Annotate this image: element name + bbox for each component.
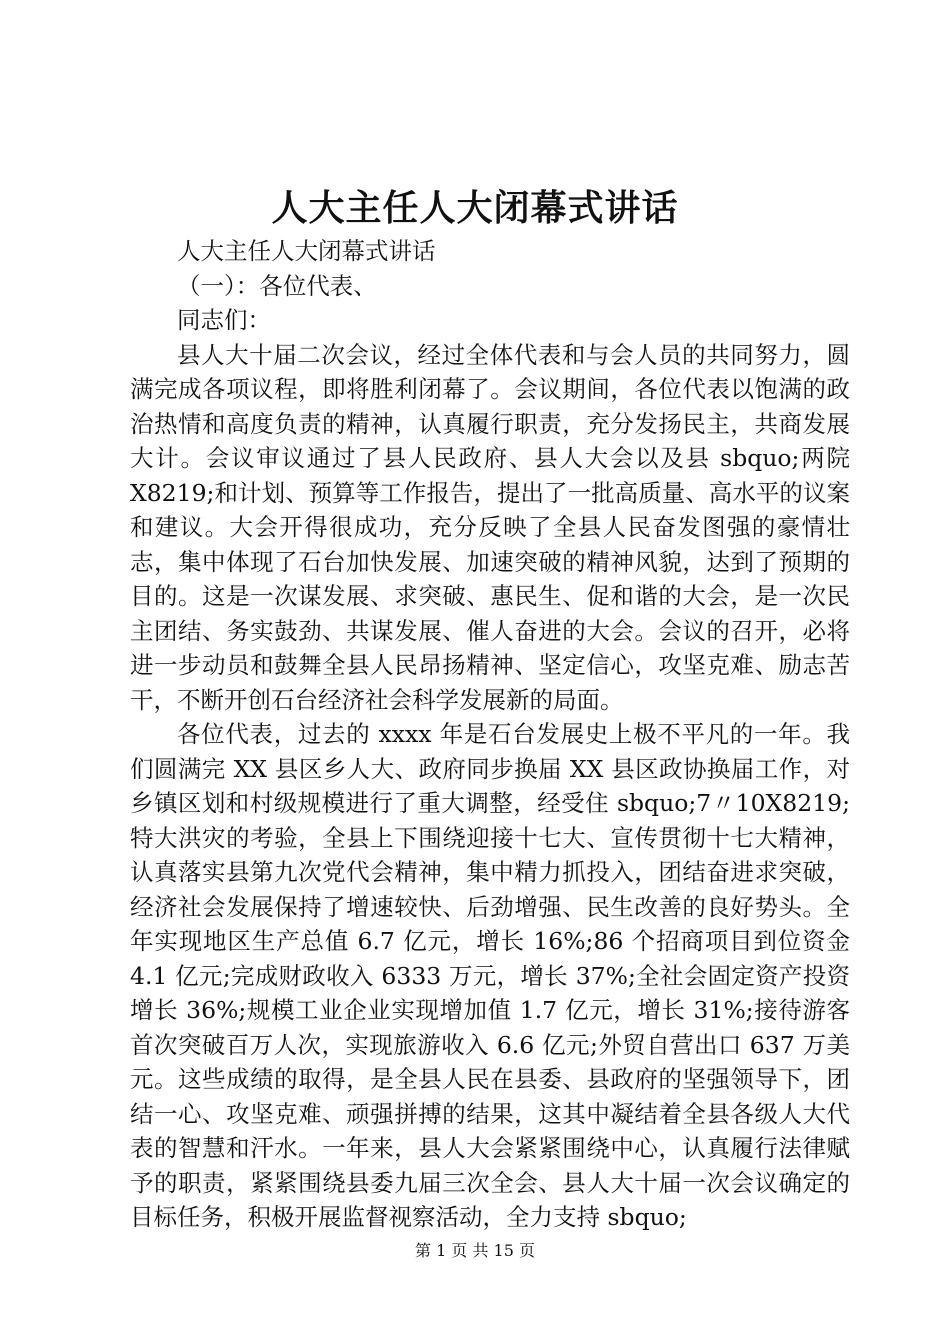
salutation: 同志们：: [177, 306, 271, 334]
page-number-footer: 第 1 页 共 15 页: [415, 1241, 535, 1260]
document-body: [130, 234, 850, 1235]
section-heading: （一）：各位代表、: [177, 271, 377, 300]
subtitle-paragraph: 人大主任人大闭幕式讲话: [177, 237, 436, 265]
document-title: 人大主任人大闭幕式讲话: [271, 187, 679, 229]
body-paragraph: 县人大十届二次会议，经过全体代表和与会人员的共同努力，圆满完成各项议程，即将胜利闭幕了。会议期间，各位代表以饱满的政治热情和高度负责的精神，认真履行职责，充分发扬民主，共商发展大计。会议审议通过了县人民政府、县人大会以及县 sbquo;两院 X8219;和计划、预算等工作报告，提出了一批高质量、高水平的议案和建议。大会开得很成功，充分反映了全县人民奋发图强的豪情壮志，集中体现了石台加快发展、加速突破的精神风貌，达到了预期的目的。这是一次谋发展、求突破、惠民生、促和谐的大会，是一次民主团结、务实鼓劲、共谋发展、催人奋进的大会。会议的召开，必将进一步动员和鼓舞全县人民昂扬精神、坚定信心，攻坚克难、励志苦干，不断开创石台经济社会科学发展新的局面。: [130, 340, 850, 714]
body-paragraph: 各位代表，过去的 xxxx 年是石台发展史上极不平凡的一年。我们圆满完 XX 县区乡人大、政府同步换届 XX 县区政协换届工作，对乡镇区划和村级规模进行了重大调整，经受住 sbquo;7〃10X8219;特大洪灾的考验，全县上下围绕迎接十七大、宣传贯彻十七大精神，认真落实县第九次党代会精神，集中精力抓投入，团结奋进求突破，经济社会发展保持了增速较快、后劲增强、民生改善的良好势头。全年实现地区生产总值 6.7 亿元，增长 16%;86 个招商项目到位资金 4.1 亿元;完成财政收入 6333 万元，增长 37%;全社会固定资产投资增长 36%;规模工业企业实现增加值 1.7 亿元，增长 31%;接待游客首次突破百万人次，实现旅游收入 6.6 亿元;外贸自营出口 637 万美元。这些成绩的取得，是全县人民在县委、县政府的坚强领导下，团结一心、攻坚克难、顽强拼搏的结果，这其中凝结着全县各级人大代表的智慧和汗水。一年来，县人大会紧紧围绕中心，认真履行法律赋予的职责，紧紧围绕县委九届三次全会、县人大十届一次会议确定的目标任务，积极开展监督视察活动，全力支持 sbquo;: [130, 720, 850, 1231]
